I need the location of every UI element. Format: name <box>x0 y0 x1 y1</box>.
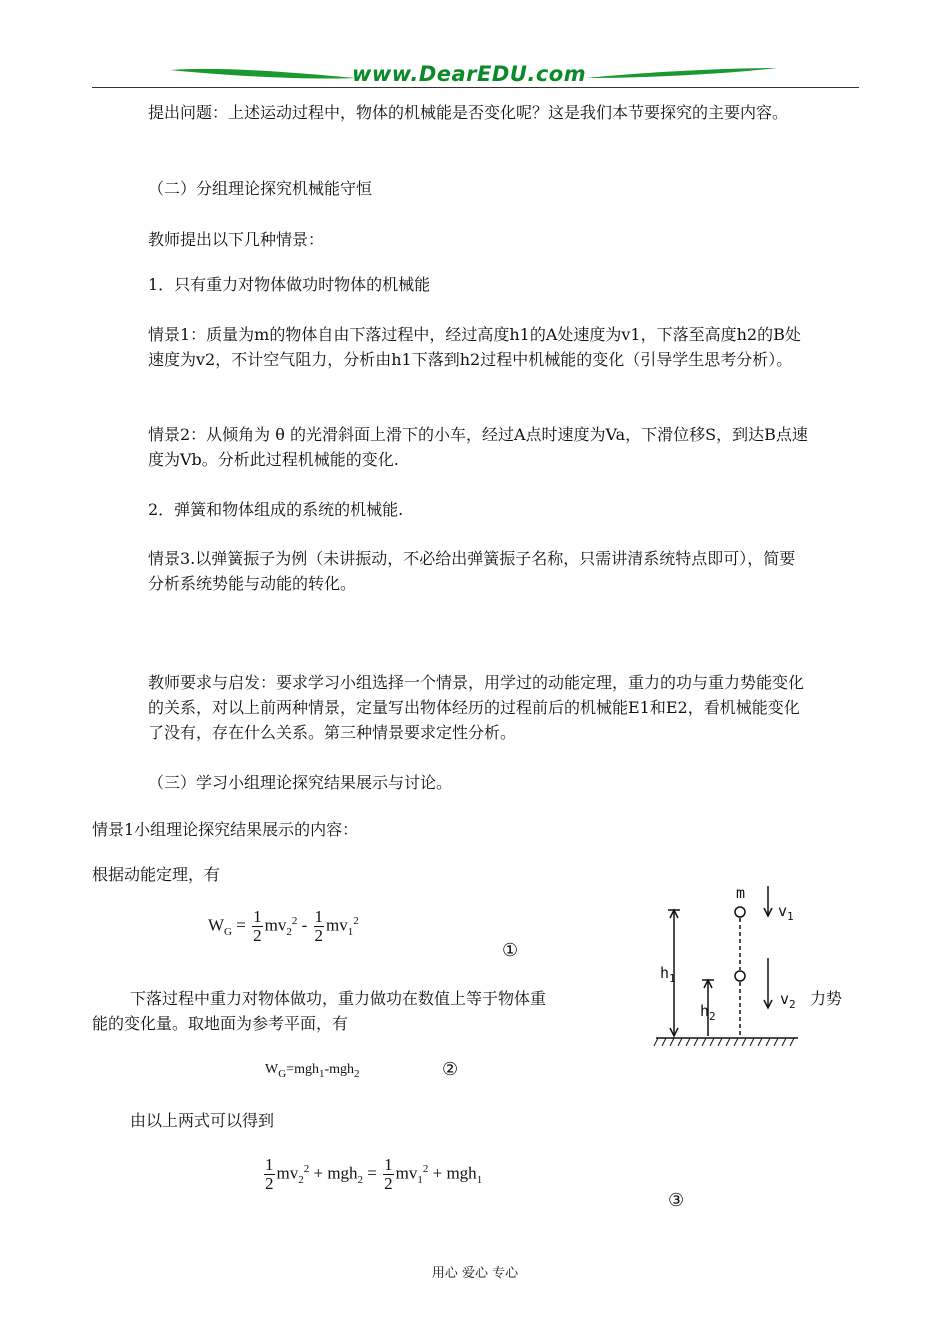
equation-3: $\frac{1}{2}$ $mv_2^2 + mgh_2$ = $\frac{1}{2}$ $mv_1^2 + mgh_1$ <box>265 1155 483 1193</box>
free-fall-diagram <box>650 876 810 1056</box>
paragraph-scenarios-intro: 教师提出以下几种情景： <box>148 230 325 249</box>
diagram-label-v1: $v_1$ <box>778 902 794 923</box>
diagram-label-h2: $h_2$ <box>700 1002 716 1023</box>
equation-marker-1: ① <box>502 940 519 961</box>
item-1-heading: 1．只有重力对物体做功时物体的机械能 <box>148 275 431 294</box>
header-swoosh-left <box>168 62 358 84</box>
diagram-label-m: m <box>736 884 746 902</box>
equation-2: $W_G=mgh_1-mgh_2$ <box>265 1062 360 1080</box>
diagram-label-h1: $h_1$ <box>660 964 676 985</box>
header-logo: www.DearEDU.com <box>352 62 587 86</box>
header-rule <box>92 87 859 88</box>
equation-marker-3: ③ <box>668 1190 685 1211</box>
combine-text: 由以上两式可以得到 <box>130 1111 275 1130</box>
scenario-1-result-title: 情景1小组理论探究结果展示的内容： <box>92 820 359 839</box>
scenario-2: 情景2：从倾角为 θ 的光滑斜面上滑下的小车，经过A点时速度为Va，下滑位移S，到达B点速度为Vb。分析此过程机械能的变化. <box>148 425 808 469</box>
gravity-work-text-c: 能的变化量。取地面为参考平面，有 <box>92 1014 349 1033</box>
paragraph-question: 提出问题：上述运动过程中，物体的机械能是否变化呢？这是我们本节要探究的主要内容。 <box>148 103 789 122</box>
item-2-heading: 2．弹簧和物体组成的系统的机械能. <box>148 500 404 519</box>
section-heading-2: （二）分组理论探究机械能守恒 <box>148 179 373 198</box>
diagram-label-v2: $v_2$ <box>780 990 796 1011</box>
page-footer: 用心 爱心 专心 <box>431 1266 519 1281</box>
gravity-work-text-b: 力势 <box>810 989 843 1008</box>
scenario-3: 情景3.以弹簧振子为例（未讲振动，不必给出弹簧振子名称，只需讲清系统特点即可），简要分析系统势能与动能的转化。 <box>148 549 796 593</box>
teacher-requirements: 教师要求与启发：要求学习小组选择一个情景，用学过的动能定理，重力的功与重力势能变化的关系，对以上前两种情景，定量写出物体经历的过程前后的机械能E1和E2，看机械能变化了没有，存在什么关系。第三种情景要求定性分析。 <box>148 673 805 742</box>
gravity-work-text-a: 下落过程中重力对物体做功，重力做功在数值上等于物体重 <box>130 989 547 1008</box>
section-heading-3: （三）学习小组理论探究结果展示与讨论。 <box>148 773 453 792</box>
equation-1: $W_G$ = $\frac{1}{2}$ $mv_2^2$ - $\frac{1}{2}$ $mv_1^2$ <box>208 907 359 945</box>
scenario-1: 情景1：质量为m的物体自由下落过程中，经过高度h1的A处速度为v1，下落至高度h2的B处速度为v2，不计空气阻力，分析由h1下落到h2过程中机械能的变化（引导学生思考分析）。 <box>148 325 801 369</box>
header-swoosh-right <box>585 62 780 84</box>
equation-marker-2: ② <box>442 1059 459 1080</box>
kinetic-theorem-intro: 根据动能定理，有 <box>92 865 221 884</box>
